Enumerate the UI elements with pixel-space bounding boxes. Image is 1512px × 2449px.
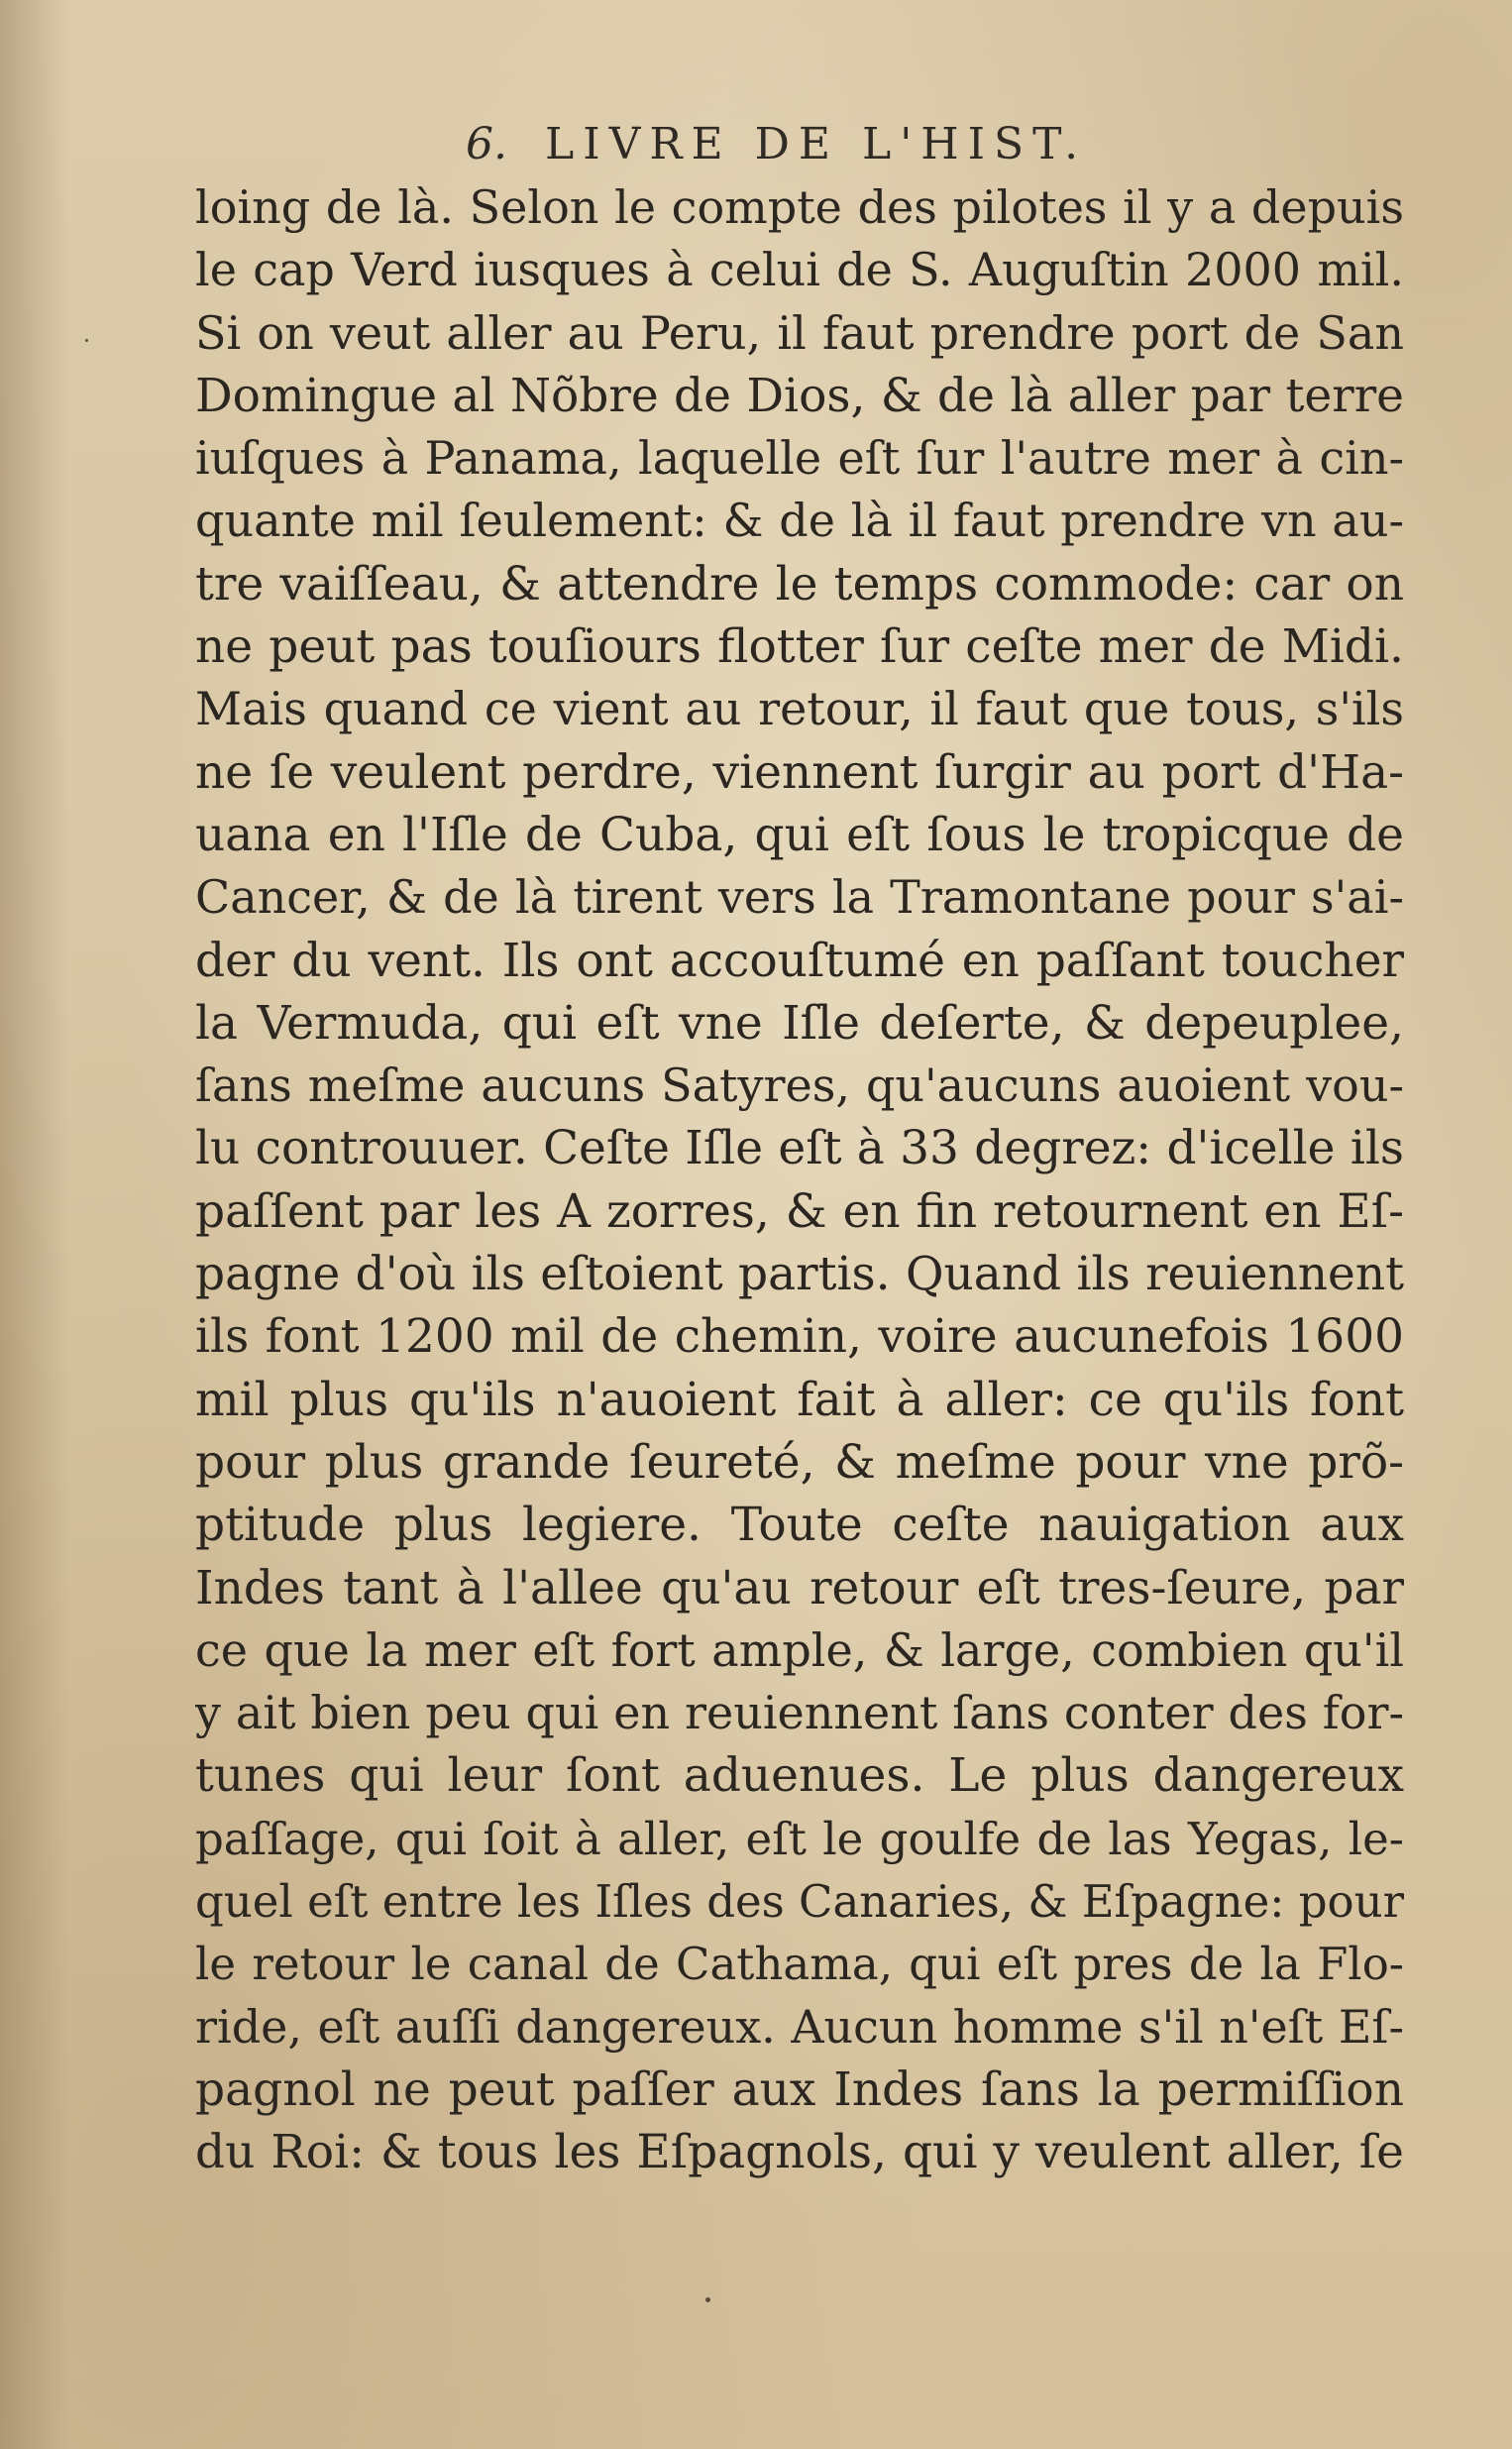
body-text — [195, 176, 1404, 2184]
running-title: LIVRE DE L'HIST. — [544, 119, 1088, 169]
paper-speck — [705, 2297, 710, 2302]
page-number: 6. — [466, 119, 507, 169]
text-line: quel eſt entre les Iſles des Canaries, & Eſpagne: pour — [195, 1875, 1404, 1929]
text-line: ils font 1200 mil de chemin, voire aucunefois 1600 — [195, 1309, 1404, 1365]
text-line: quante mil ſeulement: & de là il faut prendre vn au- — [195, 494, 1404, 548]
paper-speck — [85, 339, 88, 342]
text-line: mil plus qu'ils n'auoient fait à aller: ce qu'ils font — [195, 1372, 1404, 1427]
text-line: ſans meſme aucuns Satyres, qu'aucuns auoient vou- — [195, 1058, 1404, 1113]
text-line: ptitude plus legiere. Toute ceſte nauigation aux — [195, 1498, 1404, 1553]
text-line: der du vent. Ils ont accouſtumé en paſſant toucher — [195, 933, 1404, 988]
text-line: pagne d'où ils eſtoient partis. Quand ils reuiennent — [195, 1247, 1404, 1302]
text-line: Cancer, & de là tirent vers la Tramontane pour s'ai- — [195, 870, 1404, 925]
text-line: y ait bien peu qui en reuiennent ſans conter des for- — [195, 1686, 1404, 1740]
text-line: loing de là. Selon le compte des pilotes il y a depuis — [195, 180, 1404, 234]
text-line: Si on veut aller au Peru, il faut prendre port de San — [195, 305, 1404, 360]
text-line: tre vaiſſeau, & attendre le temps commode: car on — [195, 556, 1404, 612]
text-line: le cap Verd iusques à celui de S. Auguſtin 2000 mil. — [195, 243, 1404, 297]
text-line: Indes tant à l'allee qu'au retour eſt tres-ſeure, par — [195, 1560, 1404, 1615]
text-line: ne ſe veulent perdre, viennent ſurgir au port d'Ha- — [195, 744, 1404, 800]
text-line: du Roi: & tous les Eſpagnols, qui y veulent aller, ſe — [195, 2125, 1404, 2180]
text-line: paſſage, qui ſoit à aller, eſt le goulfe de las Yegas, le- — [195, 1812, 1404, 1865]
text-line: la Vermuda, qui eſt vne Iſle deſerte, & depeuplee, — [195, 995, 1404, 1051]
text-line: pour plus grande ſeureté, & meſme pour vne prõ- — [195, 1434, 1404, 1490]
text-line: uana en l'Iſle de Cuba, qui eſt ſous le tropicque de — [195, 807, 1404, 862]
text-line: ce que la mer eſt fort ample, & large, combien qu'il — [195, 1622, 1404, 1677]
text-line: ride, eſt auſſi dangereux. Aucun homme s'il n'eſt Eſ- — [195, 1999, 1404, 2054]
text-line: tunes qui leur ſont aduenues. Le plus dangereux — [195, 1748, 1404, 1804]
text-line: ne peut pas touſiours flotter ſur ceſte mer de Midi. — [195, 619, 1404, 675]
text-line: paſſent par les A zorres, & en fin retournent en Eſ- — [195, 1183, 1404, 1239]
gutter-shadow — [0, 0, 69, 2449]
text-line: pagnol ne peut paſſer aux Indes ſans la permiſſion — [195, 2061, 1404, 2117]
text-line: le retour le canal de Cathama, qui eſt pres de la Flo- — [195, 1938, 1404, 1991]
text-line: lu controuuer. Ceſte Iſle eſt à 33 degrez: d'icelle ils — [195, 1121, 1404, 1176]
text-line: iuſques à Panama, laquelle eſt ſur l'autre mer à cin- — [195, 431, 1404, 486]
text-line: Domingue al Nõbre de Dios, & de là aller par terre — [195, 368, 1404, 423]
running-head — [466, 119, 1087, 169]
text-line: Mais quand ce vient au retour, il faut que tous, s'ils — [195, 682, 1404, 736]
